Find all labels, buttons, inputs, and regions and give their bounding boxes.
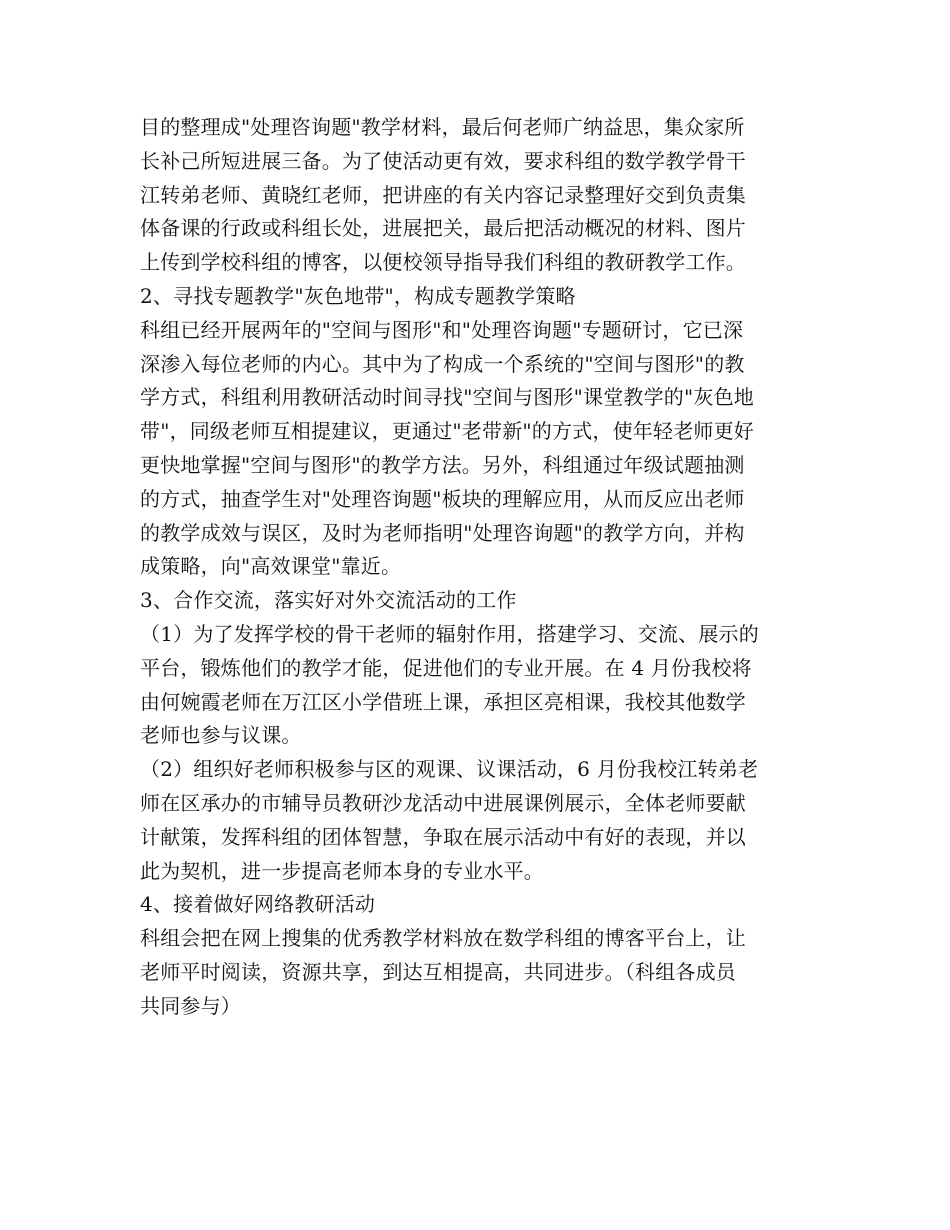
- paragraph-line: 师在区承办的市辅导员教研沙龙活动中进展课例展示，全体老师要献: [140, 790, 746, 815]
- paragraph-line: 体备课的行政或科组长处，进展把关，最后把活动概况的材料、图片: [140, 216, 746, 241]
- paragraph-line: 成策略，向"高效课堂"靠近。: [140, 554, 402, 579]
- paragraph-line: 长补己所短进展三备。为了使活动更有效，要求科组的数学教学骨干: [140, 148, 746, 173]
- paragraph-line: 上传到学校科组的博客，以便校领导指导我们科组的教研教学工作。: [140, 250, 746, 275]
- section-heading: 2、寻找专题教学"灰色地带"，构成专题教学策略: [140, 283, 576, 308]
- paragraph-line: 的方式，抽查学生对"处理咨询题"板块的理解应用，从而反应出老师: [140, 486, 745, 511]
- paragraph-line: 深渗入每位老师的内心。其中为了构成一个系统的"空间与图形"的教: [140, 351, 745, 376]
- paragraph-line: 平台，锻炼他们的教学才能，促进他们的专业开展。在 4 月份我校将: [140, 655, 752, 680]
- section-heading: 4、接着做好网络教研活动: [140, 892, 376, 917]
- paragraph-line: 学方式，科组利用教研活动时间寻找"空间与图形"课堂教学的"灰色地: [140, 385, 754, 410]
- paragraph-line: 更快地掌握"空间与图形"的教学方法。另外，科组通过年级试题抽测: [140, 452, 745, 477]
- paragraph-line: 共同参与）: [140, 993, 241, 1018]
- paragraph-line: 老师平时阅读，资源共享，到达互相提高，共同进步。（科组各成员: [140, 959, 736, 984]
- paragraph-line: 目的整理成"处理咨询题"教学材料，最后何老师广纳益思，集众家所: [140, 115, 745, 139]
- paragraph-line: 由何婉霞老师在万江区小学借班上课，承担区亮相课，我校其他数学: [140, 689, 746, 714]
- section-heading: 3、合作交流，落实好对外交流活动的工作: [140, 588, 517, 613]
- paragraph-line: 此为契机，进一步提高老师本身的专业水平。: [140, 858, 544, 883]
- paragraph-line: 的教学成效与误区，及时为老师指明"处理咨询题"的教学方向，并构: [140, 520, 745, 545]
- paragraph-line: 老师也参与议课。: [140, 723, 302, 748]
- paragraph-line: （2）组织好老师积极参与区的观课、议课活动，6 月份我校江转弟老: [140, 757, 759, 782]
- paragraph-line: 科组已经开展两年的"空间与图形"和"处理咨询题"专题研讨，它已深: [140, 317, 744, 342]
- paragraph-line: 江转弟老师、黄晓红老师，把讲座的有关内容记录整理好交到负责集: [140, 182, 746, 207]
- paragraph-line: 带"，同级老师互相提建议，更通过"老带新"的方式，使年轻老师更好: [140, 419, 754, 444]
- paragraph-line: 科组会把在网上搜集的优秀教学材料放在数学科组的博客平台上，让: [140, 926, 746, 951]
- paragraph-line: 计献策，发挥科组的团体智慧，争取在展示活动中有好的表现，并以: [140, 824, 746, 849]
- document-body: [140, 111, 820, 1024]
- paragraph-line: （1）为了发挥学校的骨干老师的辐射作用，搭建学习、交流、展示的: [140, 621, 759, 646]
